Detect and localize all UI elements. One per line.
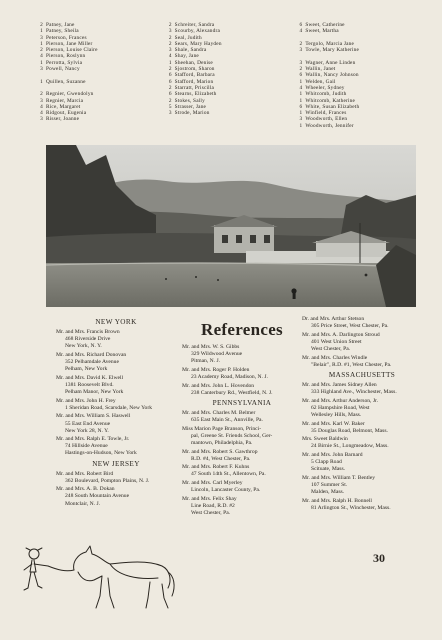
roster-name: Strasser, Jane (174, 103, 207, 110)
reference-address-line: 305 Price Street, West Chester, Pa. (311, 323, 389, 330)
reference-entry (302, 475, 422, 496)
reference-name: Mrs. Sweet Baldwin (302, 436, 348, 443)
roster-name: Ridgout, Eugenia (46, 110, 87, 117)
roster-unit-number: 2 (168, 34, 172, 41)
reference-name: Mr. and Mrs. Ralph E. Towle, Jr. (56, 436, 130, 443)
reference-address-line: 107 Summer St. (311, 482, 348, 489)
roster-unit-number: 2 (168, 40, 172, 47)
roster-name: Sears, Mary Hayden (174, 40, 222, 47)
roster-unit-number: 2 (168, 97, 172, 104)
reference-name: Mr. and Mrs. Robert S. Gawthrop (182, 448, 258, 455)
roster-entry (165, 110, 292, 116)
roster-name: Schreiter, Sandra (174, 22, 215, 28)
state-heading: NEW YORK (95, 318, 137, 326)
reference-name: Mr. and Mrs. John Barnard (302, 452, 363, 459)
reference-entry (302, 498, 422, 512)
reference-address-line: 352 Pelhamdale Avenue (65, 358, 119, 365)
reference-name: Mr. and Mrs. Arthur Anderson, Jr. (302, 397, 378, 404)
reference-address-line: Hastings-on-Hudson, New York (65, 450, 137, 457)
reference-address-line: New York, N. Y. (65, 343, 102, 350)
reference-address-line: 24 Birnie St., Longmeadow, Mass. (311, 443, 389, 450)
roster-column-3 (295, 22, 422, 129)
roster-unit-number: 2 (40, 91, 43, 98)
roster-unit-number: 6 (299, 103, 303, 110)
roster-unit-number: 1 (168, 59, 172, 66)
roster-name: Wallin, Nancy Johnson (305, 72, 359, 79)
reference-entry (56, 486, 176, 507)
reference-entry (182, 344, 302, 365)
reference-address-line: 55 East End Avenue (65, 420, 111, 427)
roster-name: Perrotta, Sylvia (46, 59, 83, 66)
reference-name: Mr. and Mrs. Felix Shay (182, 495, 237, 502)
reference-entry (302, 436, 422, 450)
roster-name: Scourby, Alexandra (174, 28, 220, 35)
roster-unit-number: 4 (299, 28, 303, 35)
roster-unit-number: 1 (299, 91, 303, 98)
roster-column-2 (165, 22, 292, 129)
roster-unit-number: 1 (40, 28, 43, 35)
references-column-2 (182, 316, 302, 519)
state-heading: MASSACHUSETTS (328, 370, 396, 379)
roster-unit-number: 3 (40, 66, 43, 73)
roster-name: Wagner, Anne Linden (305, 59, 356, 66)
reference-address-line: 1 Sheridan Road, Scarsdale, New York (65, 404, 152, 411)
references-column-1 (56, 316, 176, 509)
reference-address-line: West Chester, Pa. (191, 510, 231, 517)
roster-entry (36, 116, 163, 122)
roster-name: Wheeler, Sydney (305, 84, 345, 91)
reference-name: Mr. and Mrs. Richard Donovan (56, 351, 127, 358)
reference-address-line: Pelham, New York (65, 366, 108, 373)
roster-name: Stokes, Sally (174, 97, 205, 104)
roster-unit-number: 4 (299, 84, 303, 91)
roster-unit-number: 1 (299, 110, 303, 117)
roster-name: Towle, Mary Katherine (305, 47, 360, 54)
roster-column-1 (36, 22, 163, 129)
reference-address-line: 248 South Mountain Avenue (65, 493, 130, 500)
roster-unit-number: 3 (299, 116, 303, 123)
reference-entry (56, 375, 176, 396)
roster-name: Sweet, Martha (305, 28, 339, 35)
reference-name: Mr. and Mrs. John L. Hovendon (182, 382, 255, 389)
roster-name: Rice, Margaret (46, 103, 81, 110)
reference-name: Mr. and Mrs. Robert F. Kuhns (182, 464, 250, 471)
reference-address-line: Wellesley Hills, Mass. (311, 411, 362, 418)
reference-address-line: 35 Douglas Road, Belmont, Mass. (311, 427, 388, 434)
reference-name: Mr. and Mrs. William S. Haswell (56, 413, 131, 420)
reference-address-line: 401 West Union Street (311, 338, 362, 345)
reference-address-line: Lincoln, Lancaster County, Pa. (191, 487, 261, 494)
reference-address-line: 468 Riverside Drive (65, 336, 111, 343)
reference-entry (182, 464, 302, 478)
reference-address-line: 62 Hampshire Road, West (311, 404, 370, 411)
reference-name: Mr. and Mrs. William T. Bentley (302, 474, 376, 481)
references-column-3 (302, 316, 422, 514)
roster-unit-number: 4 (40, 103, 43, 110)
reference-name: Mr. and Mrs. Charles M. Belmer (182, 409, 256, 416)
roster-unit-number: 3 (40, 116, 43, 123)
camp-landscape-image (46, 145, 416, 307)
reference-address-line: 362 Boulevard, Pompton Plains, N. J. (65, 477, 150, 484)
state-heading: NEW JERSEY (92, 459, 140, 468)
reference-entry (302, 398, 422, 419)
reference-address-line: Line Road, R.D. #2 (191, 502, 235, 509)
roster-name: Quillen, Suzanne (46, 78, 86, 85)
roster-name: Sheehan, Denise (174, 59, 213, 66)
roster-unit-number: 1 (40, 59, 43, 66)
roster-unit-number: 1 (299, 78, 303, 85)
roster-name: Stearns, Elizabeth (174, 91, 217, 98)
roster-unit-number: 6 (299, 72, 303, 79)
reference-entry (182, 426, 302, 447)
reference-name: Mr. and Mrs. John H. Frey (56, 397, 116, 404)
roster-unit-number: 3 (168, 110, 172, 117)
reference-address-line: Pitman, N. J. (191, 358, 221, 365)
reference-name: Mr. and Mrs. Robert Bird (56, 470, 114, 477)
roster-unit-number: 1 (40, 40, 43, 47)
roster-unit-number: 2 (299, 40, 303, 47)
roster-name: Peterson, Frances (46, 34, 87, 41)
reference-entry (302, 452, 422, 473)
reference-entry (302, 382, 422, 396)
roster-name: Woodworth, Ellen (305, 116, 348, 123)
reference-entry (302, 421, 422, 435)
reference-name: Mr. and Mrs. A. Darlington Stroud (302, 331, 380, 338)
roster-name: Patney, Sheila (46, 28, 79, 35)
reference-entry (56, 329, 176, 350)
roster-name: Risser, Joanne (46, 116, 80, 123)
roster-name: Shale, Sandra (174, 47, 207, 54)
reference-address-line: 1381 Roosevelt Blvd. (65, 381, 114, 388)
roster-unit-number: 4 (40, 53, 43, 60)
reference-name: Mr. and Mrs. Karl W. Baker (302, 420, 365, 427)
reference-address-line: 333 Highland Ave., Winchester, Mass. (311, 388, 397, 395)
roster-unit-number: 3 (168, 28, 172, 35)
reference-address-line: West Chester, Pa. (311, 345, 351, 352)
roster-unit-number: 6 (299, 22, 303, 28)
page-number: 30 (373, 551, 385, 565)
roster-name: Shay, Jane (174, 53, 199, 60)
roster-name: Strode, Marion (174, 110, 210, 117)
roster-unit-number: 3 (168, 47, 172, 54)
reference-address-line: Montclair, N. J. (65, 500, 101, 507)
roster-name: Tergolo, Marcia Jane (305, 40, 355, 47)
camper-roster (30, 22, 422, 129)
roster-unit-number: 1 (40, 78, 43, 85)
roster-unit-number: 2 (168, 22, 172, 28)
reference-entry (56, 398, 176, 412)
reference-entry (182, 367, 302, 381)
reference-address-line: Pelham Manor, New York (65, 388, 124, 395)
roster-unit-number: 6 (168, 78, 172, 85)
roster-unit-number: 3 (299, 47, 303, 54)
roster-name: Stafford, Barbara (174, 72, 215, 79)
reference-name: Mr. and Mrs. James Sidney Allen (302, 381, 377, 388)
reference-entry (56, 436, 176, 457)
roster-unit-number: 1 (299, 97, 303, 104)
reference-address-line: New York 28, N. Y. (65, 427, 109, 434)
roster-name: Whitcomb, Katherine (305, 97, 356, 104)
reference-entry (56, 471, 176, 485)
reference-entry (182, 383, 302, 397)
reference-address-line: R.D. #4, West Chester, Pa. (191, 455, 251, 462)
roster-name: Regnier, Marcia (46, 97, 84, 104)
reference-name: Mr. and Mrs. Roger P. Holden (182, 366, 250, 373)
roster-name: Winfield, Frances (305, 110, 347, 117)
roster-unit-number: 3 (40, 97, 43, 104)
roster-name: Seal, Judith (174, 34, 202, 41)
roster-unit-number: 6 (168, 91, 172, 98)
roster-name: Whitcomb, Judith (305, 91, 347, 98)
roster-name: Woodworth, Jennifer (305, 122, 354, 129)
roster-unit-number: 2 (40, 47, 43, 54)
roster-name: Pierson, Jane Miller (46, 40, 93, 47)
reference-address-line: 635 East Main St., Annville, Pa. (191, 416, 263, 423)
roster-name: Sweet, Catherine (305, 22, 345, 28)
roster-name: Pierson, Roslynn (46, 53, 86, 60)
reference-entry (302, 355, 422, 369)
references-heading: References (201, 320, 283, 339)
reference-address-line: 81 Arlington St., Winchester, Mass. (311, 504, 391, 511)
reference-name: Miss Marion Page Branson, Princi- (182, 425, 262, 432)
reference-address-line: Scituate, Mass. (311, 466, 346, 473)
reference-address-line: 47 South 14th St., Allentown, Pa. (191, 471, 266, 478)
roster-name: Sjostrom, Sharon (174, 66, 215, 73)
roster-unit-number: 2 (168, 66, 172, 73)
reference-address-line: 5 Clapp Road (311, 459, 342, 466)
reference-address-line: "Belair", R.D. #1, West Chester, Pa. (311, 361, 392, 368)
reference-address-line: 238 Canterbury Rd., Westfield, N. J. (191, 389, 273, 396)
reference-name: Dr. and Mrs. Arthur Stetson (302, 316, 365, 322)
reference-name: Mr. and Mrs. Carl Myerley (182, 480, 243, 487)
roster-unit-number: 2 (299, 66, 303, 73)
reference-entry (182, 449, 302, 463)
camp-photograph (46, 145, 416, 307)
roster-unit-number: 4 (168, 53, 172, 60)
horse-and-rider-drawing (18, 536, 178, 614)
reference-name: Mr. and Mrs. David K. Elwell (56, 374, 124, 381)
reference-name: Mr. and Mrs. Ralph H. Bonnell (302, 497, 372, 504)
reference-address-line: Malden, Mass. (311, 489, 345, 496)
roster-name: Wallin, Janet (305, 66, 336, 73)
reference-entry (56, 352, 176, 373)
reference-entry (302, 316, 422, 330)
roster-name: White, Susan Elizabeth (305, 103, 360, 110)
reference-entry (182, 480, 302, 494)
reference-address-line: 23 Academy Road, Madison, N. J. (191, 373, 268, 380)
reference-address-line: 74 Hillside Avenue (65, 443, 108, 450)
roster-name: Pierson, Louise Claire (46, 47, 98, 54)
roster-unit-number: 3 (40, 34, 43, 41)
roster-name: Patney, Jane (46, 22, 75, 28)
roster-unit-number: 4 (40, 110, 43, 117)
roster-entry (295, 123, 422, 129)
reference-address-line: mantown, Philadelphia, Pa. (191, 439, 253, 446)
reference-name: Mr. and Mrs. A. B. Dokan (56, 486, 115, 493)
roster-unit-number: 1 (299, 122, 303, 129)
reference-name: Mr. and Mrs. Francis Brown (56, 329, 120, 335)
horse-sketch-illustration (18, 536, 178, 614)
roster-name: Powell, Nancy (46, 66, 80, 73)
roster-unit-number: 3 (299, 59, 303, 66)
reference-entry (182, 410, 302, 424)
roster-name: Regnier, Gwendolyn (46, 91, 94, 98)
roster-unit-number: 6 (168, 72, 172, 79)
reference-name: Mr. and Mrs. Charles Windle (302, 354, 368, 361)
roster-unit-number: 2 (40, 22, 43, 28)
roster-name: Starratt, Priscilla (174, 84, 215, 91)
roster-unit-number: 2 (168, 84, 172, 91)
reference-address-line: pal, Greene St. Friends School, Ger- (191, 432, 273, 439)
reference-entry (302, 332, 422, 353)
reference-address-line: 329 Wildwood Avenue (191, 351, 243, 358)
state-heading: PENNSYLVANIA (212, 398, 272, 407)
roster-name: Welden, Gail (305, 78, 336, 85)
reference-entry (56, 413, 176, 434)
roster-unit-number: 5 (168, 103, 172, 110)
reference-name: Mr. and Mrs. W. S. Gibbs (182, 344, 240, 350)
roster-name: Stafford, Marion (174, 78, 214, 85)
reference-entry (182, 496, 302, 517)
